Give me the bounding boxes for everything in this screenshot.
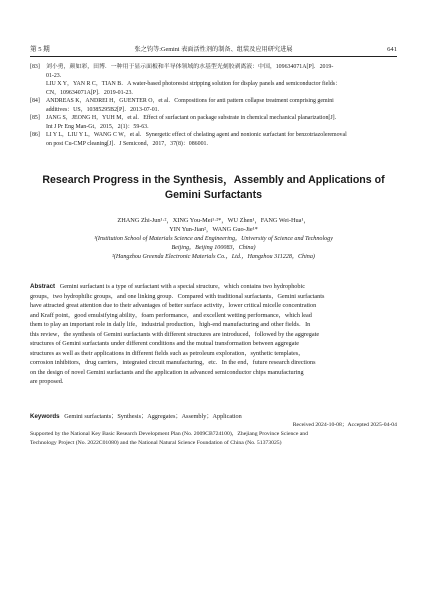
reference-number: [86] [30,132,40,138]
abstract-line: them to play an important role in daily life，industrial production，high-end manufacturing and other fields．In [30,321,311,328]
abstract-line: corrosion inhibitors，drug carriers，integrated circuit manufacturing，etc．In the end，future research directions [30,359,316,366]
reference-line: on post Cu-CMP cleaning[J]．J Semicond，2017，37(8)：086001. [46,140,208,147]
affiliation-line: ²(Hangzhou Greenda Electronic Materials Co.，Ltd.，Hangzhou 311228，China) [112,254,315,260]
abstract-label: Abstract [30,283,56,290]
title-line: Gemini Surfactants [164,189,263,201]
abstract-line: groups，two hydrophilic groups，and one linking group．Compared with traditional surfactants，Gemini surfactants [30,292,325,300]
funding-note [30,430,397,447]
funding-line: Supported by the National Key Basic Research Development Plan (No. 2009CB724100)，Zhejiang Province Science and [30,431,308,437]
reference-list [30,63,397,148]
author-line: YIN Yun-Jian²，WANG Guo-Jie¹* [169,226,258,233]
reference-item [30,63,397,97]
keywords [30,412,397,421]
abstract-line: structures of Gemini surfactants under different conditions and the mutual transformation between aggregate [30,340,299,347]
abstract-line: on the design of novel Gemini surfactants and the application in advanced semiconductor chips manufacturing [30,368,304,376]
reference-item [30,131,397,148]
article-title [40,173,387,203]
abstract-first-line [30,282,397,292]
reference-line: ANDREAS K，ANDREI H，GUENTER O，et al．Compositions for anti pattern collapse treatment comprising gemini [46,98,334,104]
running-title: 张之钧等:Gemini 表面活性剂的制备、组装及应用研究进展 [134,46,293,53]
reference-line: JANG S，JEONG H，YUH M，et al．Effect of surfactant on package substrate in chemical mechanical planarization[J]． [46,115,341,121]
abstract-line: are proposed. [30,378,64,385]
reference-line: Int J Pr Eng Man-Gt，2015，2(1)：59-63. [46,123,149,130]
abstract-line: and Kraff point，good emulsifying ability，foam performance，and excellent wetting performance，which lead [30,311,312,319]
reference-number: [83] [30,64,40,70]
keywords-text: Gemini surfactants；Synthesis；Aggregates；Assembly；Application [64,413,242,420]
author-line: ZHANG Zhi-Jun¹·²，XING You-Mei¹·²*，WU Zhen¹，FANG Wei-Hua¹， [117,217,310,224]
reference-item [30,97,397,114]
abstract-line: structures as well as their applications in different fields such as petroleum exploration，synthetic templates， [30,349,305,357]
affiliation-line: ¹(Institution School of Materials Science and Engineering，University of Science and Technology [94,236,333,242]
keywords-label: Keywords [30,413,60,420]
page-number: 641 [387,46,397,53]
reference-line: 01-23. [46,72,62,79]
reference-line: additives：US，10385295B2[P]．2013-07-01. [46,106,160,113]
issue-label: 第 5 期 [30,46,50,53]
reference-line: LI Y L，LIU Y L，WANG C W，et al．Synergetic effect of chelating agent and nonionic surfactant for benzotriazoleremoval [46,132,347,138]
reference-line: CN，109634071A[P]．2019-01-23. [46,89,133,96]
received-date: Received 2024-10-08；Accepted 2025-04-04 [292,422,397,428]
abstract-line: have attracted great attention due to their advantages of better surface activity，lower critical micelle concentration [30,302,317,309]
funding-line: Technology Project (No. 2022C01080) and the National Natural Science Foundation of China (No. 51373025) [30,439,282,446]
title-line: Research Progress in the Synthesis，Assembly and Applications of [42,174,385,186]
affiliation-line: Beijing，Beijing 100083，China) [171,245,256,251]
reference-line: LIU X Y，YAN R C，TIAN B．A water-based photoresist stripping solution for display panels and semiconductor fields： [46,81,341,87]
author-list [30,216,397,234]
affiliations [30,235,397,262]
reference-number: [84] [30,98,40,104]
abstract-text: Gemini surfactant is a type of surfactant with a special structure，which contains two hydrophobic [59,283,305,290]
running-header [30,44,397,57]
abstract-line: this review，the synthesis of Gemini surfactants with different structures are introduced，followed by the aggregate [30,330,320,338]
reference-number: [85] [30,115,40,121]
abstract [30,282,397,387]
reference-line: 刘小勇，颜如彩，田博．一种用于显示面板和半导体领域的水基型光刻胶剥离液：中国，109634071A[P]．2019- [46,64,334,70]
reference-item [30,114,397,131]
